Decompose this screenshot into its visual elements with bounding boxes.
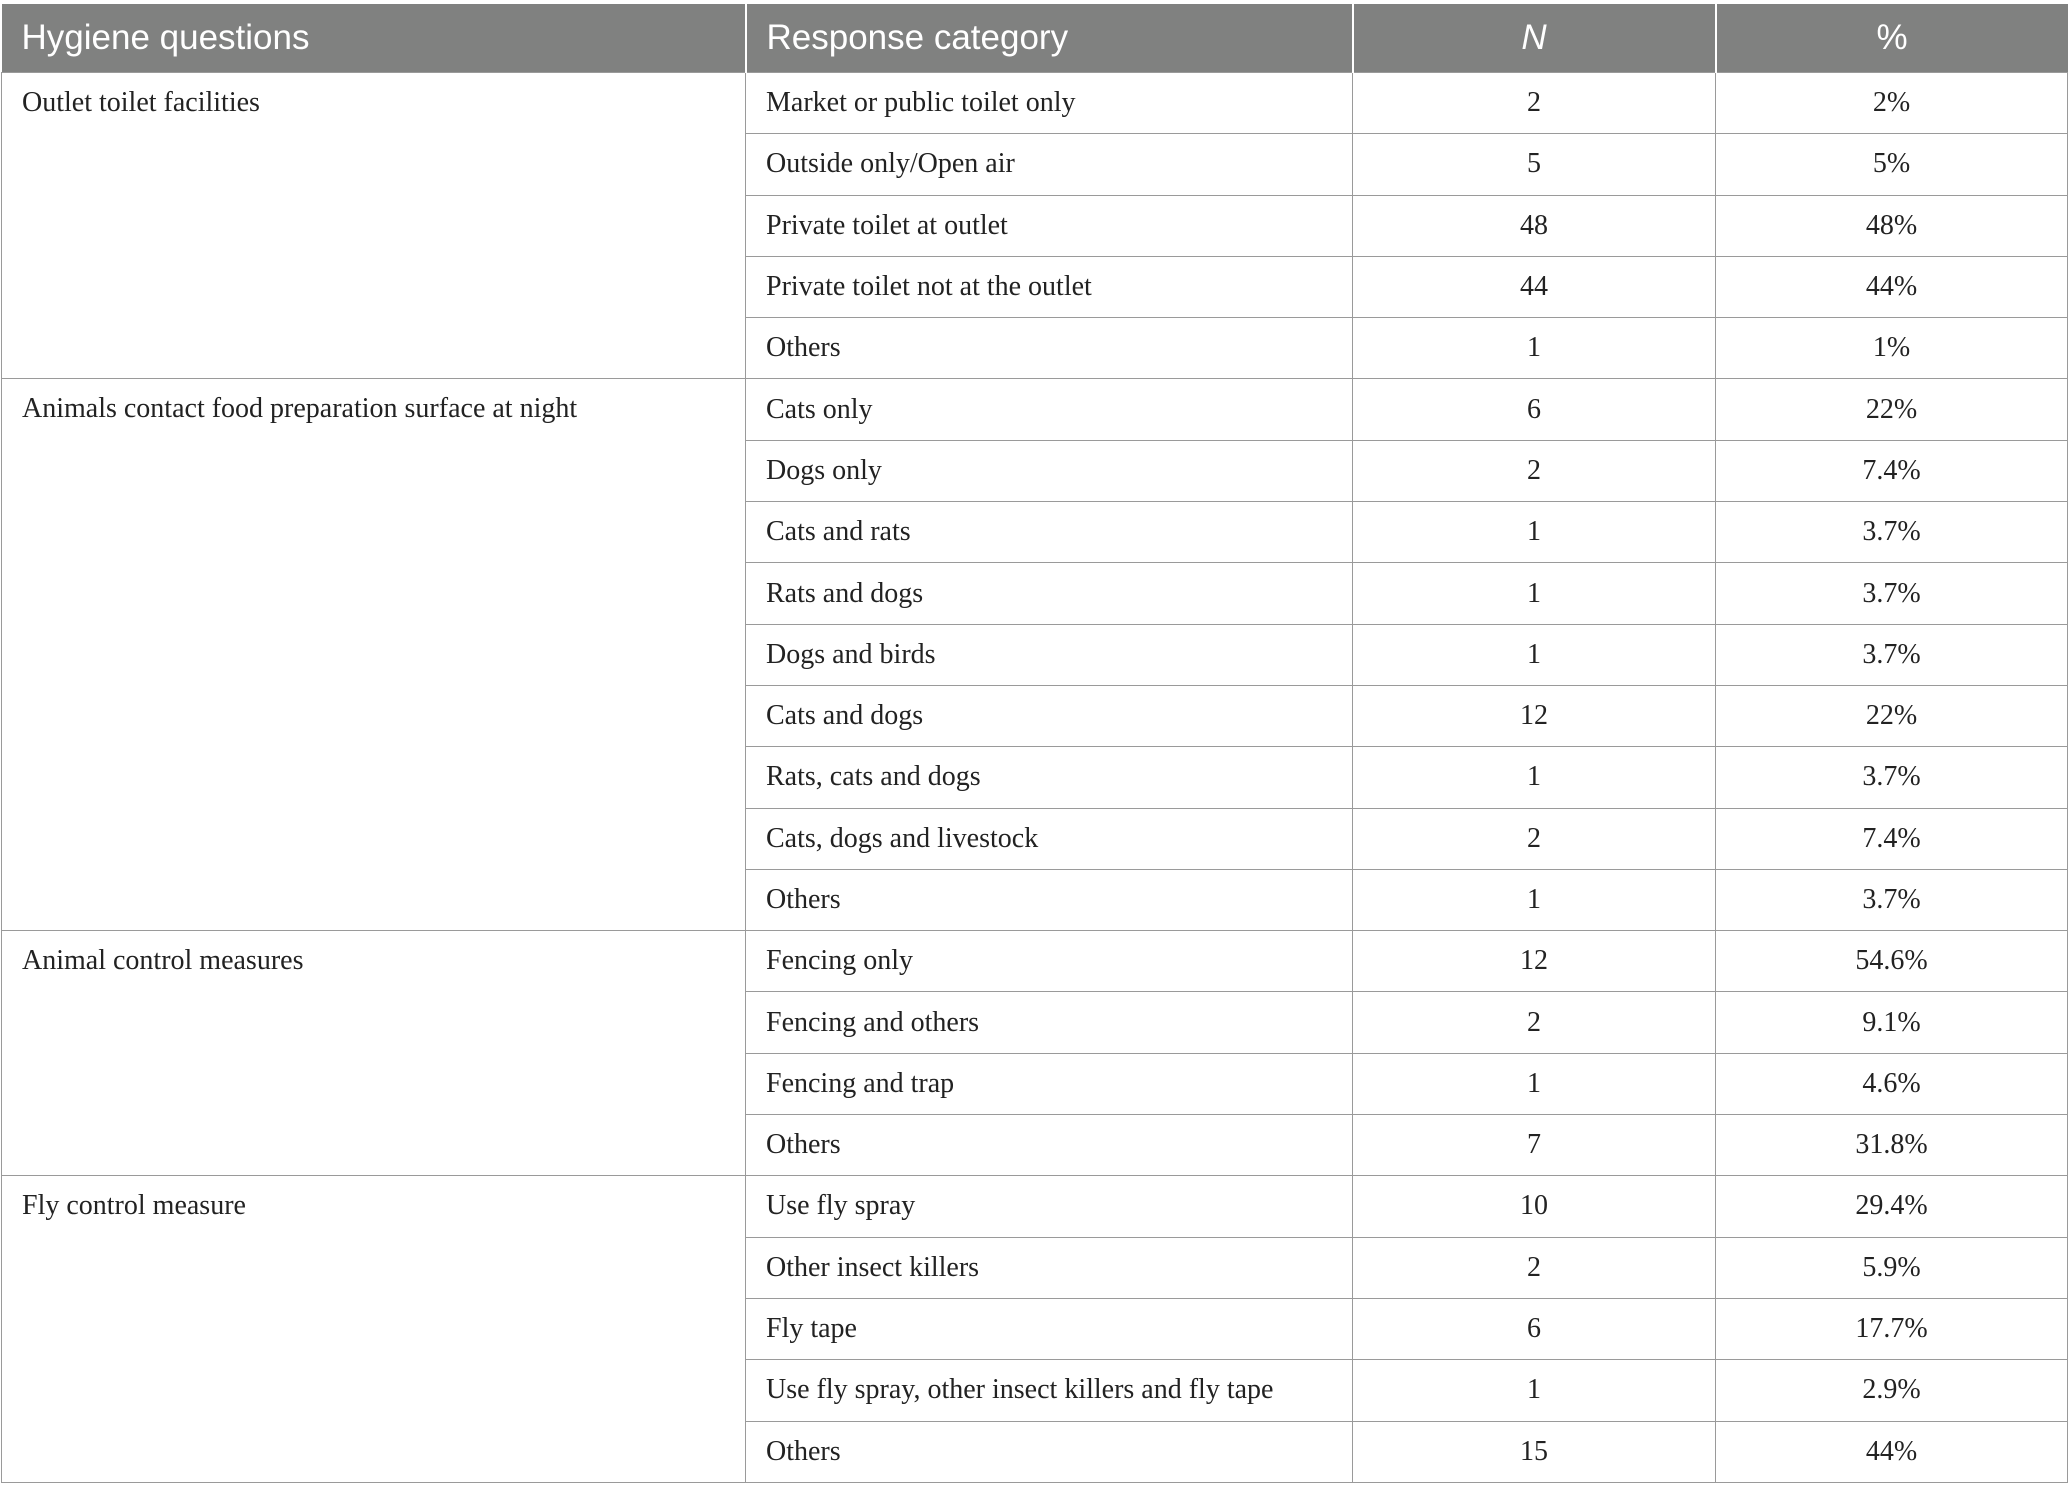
count-cell: 7 [1353, 1115, 1716, 1176]
count-cell: 48 [1353, 195, 1716, 256]
response-category-cell: Other insect killers [746, 1237, 1353, 1298]
response-category-cell: Others [746, 318, 1353, 379]
response-category-cell: Private toilet at outlet [746, 195, 1353, 256]
response-category-cell: Fencing only [746, 931, 1353, 992]
response-category-cell: Rats and dogs [746, 563, 1353, 624]
count-cell: 1 [1353, 563, 1716, 624]
percent-cell: 3.7% [1716, 502, 2068, 563]
header-hygiene-questions: Hygiene questions [2, 4, 746, 73]
response-category-cell: Fencing and trap [746, 1053, 1353, 1114]
header-response-category: Response category [746, 4, 1353, 73]
percent-cell: 4.6% [1716, 1053, 2068, 1114]
percent-cell: 3.7% [1716, 747, 2068, 808]
response-category-cell: Others [746, 869, 1353, 930]
percent-cell: 2.9% [1716, 1360, 2068, 1421]
response-category-cell: Fencing and others [746, 992, 1353, 1053]
count-cell: 2 [1353, 1237, 1716, 1298]
percent-cell: 1% [1716, 318, 2068, 379]
response-category-cell: Cats and rats [746, 502, 1353, 563]
count-cell: 12 [1353, 931, 1716, 992]
count-cell: 6 [1353, 1298, 1716, 1359]
count-cell: 1 [1353, 624, 1716, 685]
count-cell: 2 [1353, 808, 1716, 869]
response-category-cell: Dogs only [746, 440, 1353, 501]
response-category-cell: Outside only/Open air [746, 134, 1353, 195]
count-cell: 10 [1353, 1176, 1716, 1237]
header-row [2, 4, 2068, 73]
percent-cell: 31.8% [1716, 1115, 2068, 1176]
hygiene-table [1, 4, 2068, 1483]
table-row [2, 379, 2068, 440]
response-category-cell: Dogs and birds [746, 624, 1353, 685]
hygiene-question-cell: Fly control measure [2, 1176, 746, 1482]
response-category-cell: Cats, dogs and livestock [746, 808, 1353, 869]
count-cell: 1 [1353, 869, 1716, 930]
header-percent: % [1716, 4, 2068, 73]
count-cell: 2 [1353, 440, 1716, 501]
percent-cell: 17.7% [1716, 1298, 2068, 1359]
response-category-cell: Others [746, 1421, 1353, 1482]
percent-cell: 44% [1716, 1421, 2068, 1482]
count-cell: 1 [1353, 318, 1716, 379]
table-row [2, 931, 2068, 992]
percent-cell: 2% [1716, 73, 2068, 134]
percent-cell: 22% [1716, 685, 2068, 746]
response-category-cell: Others [746, 1115, 1353, 1176]
response-category-cell: Use fly spray [746, 1176, 1353, 1237]
percent-cell: 22% [1716, 379, 2068, 440]
count-cell: 15 [1353, 1421, 1716, 1482]
percent-cell: 9.1% [1716, 992, 2068, 1053]
hygiene-question-cell: Animals contact food preparation surface at night [2, 379, 746, 931]
percent-cell: 3.7% [1716, 563, 2068, 624]
table-header [2, 4, 2068, 73]
count-cell: 12 [1353, 685, 1716, 746]
count-cell: 1 [1353, 747, 1716, 808]
response-category-cell: Rats, cats and dogs [746, 747, 1353, 808]
count-cell: 1 [1353, 1360, 1716, 1421]
count-cell: 6 [1353, 379, 1716, 440]
percent-cell: 3.7% [1716, 869, 2068, 930]
count-cell: 44 [1353, 256, 1716, 317]
count-cell: 1 [1353, 1053, 1716, 1114]
percent-cell: 3.7% [1716, 624, 2068, 685]
percent-cell: 5% [1716, 134, 2068, 195]
percent-cell: 48% [1716, 195, 2068, 256]
count-cell: 5 [1353, 134, 1716, 195]
response-category-cell: Use fly spray, other insect killers and fly tape [746, 1360, 1353, 1421]
hygiene-question-cell: Outlet toilet facilities [2, 73, 746, 379]
percent-cell: 44% [1716, 256, 2068, 317]
table-body [2, 73, 2068, 1483]
header-n: N [1353, 4, 1716, 73]
percent-cell: 7.4% [1716, 808, 2068, 869]
percent-cell: 5.9% [1716, 1237, 2068, 1298]
response-category-cell: Cats only [746, 379, 1353, 440]
percent-cell: 7.4% [1716, 440, 2068, 501]
percent-cell: 54.6% [1716, 931, 2068, 992]
hygiene-question-cell: Animal control measures [2, 931, 746, 1176]
response-category-cell: Fly tape [746, 1298, 1353, 1359]
count-cell: 1 [1353, 502, 1716, 563]
response-category-cell: Market or public toilet only [746, 73, 1353, 134]
count-cell: 2 [1353, 73, 1716, 134]
response-category-cell: Cats and dogs [746, 685, 1353, 746]
count-cell: 2 [1353, 992, 1716, 1053]
table-row [2, 73, 2068, 134]
hygiene-table-container [1, 4, 2067, 1484]
table-row [2, 1176, 2068, 1237]
response-category-cell: Private toilet not at the outlet [746, 256, 1353, 317]
percent-cell: 29.4% [1716, 1176, 2068, 1237]
